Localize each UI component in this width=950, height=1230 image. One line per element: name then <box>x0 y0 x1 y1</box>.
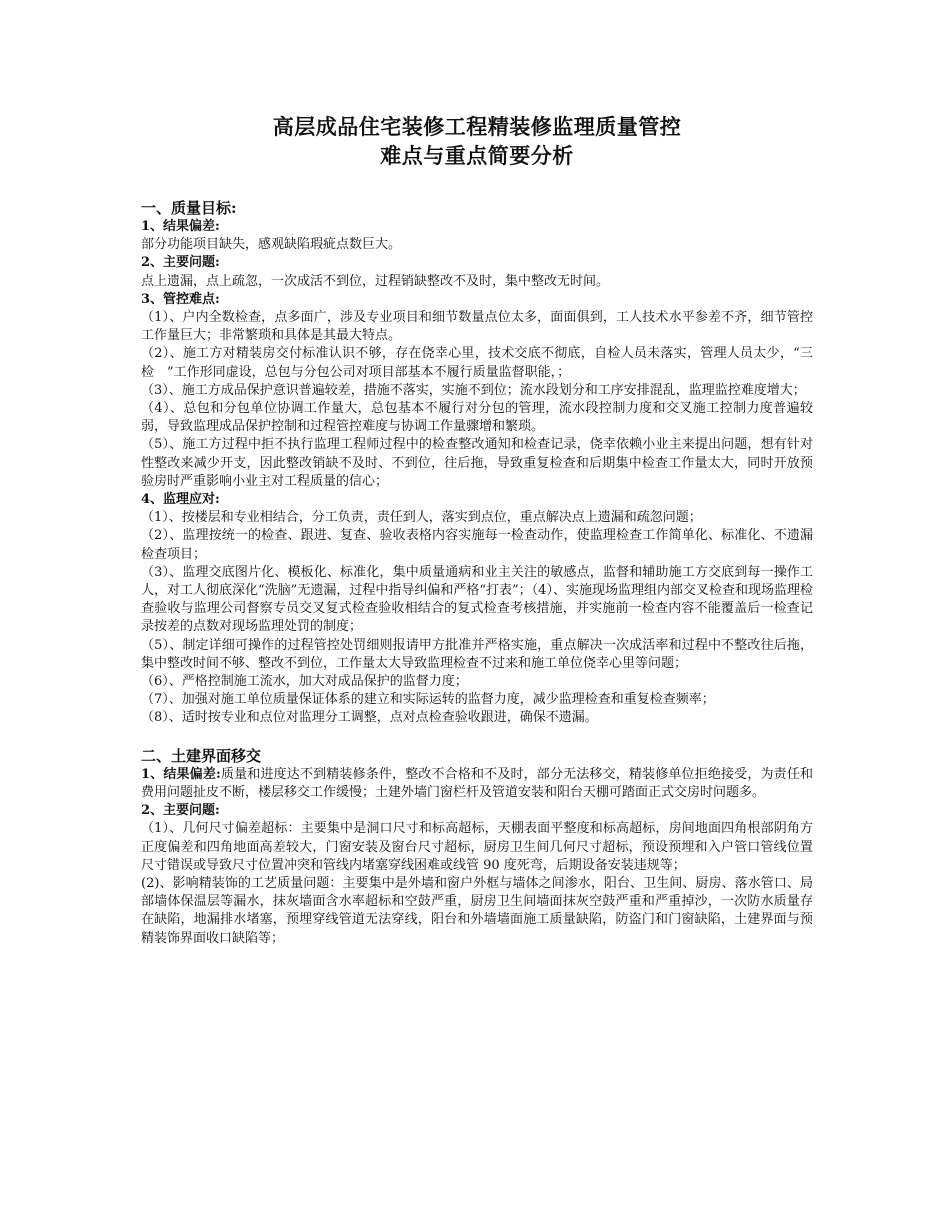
section-2-main-problems-heading: 2、主要问题: <box>141 803 220 819</box>
section-1-main-problems-text: 点上遗漏，点上疏忽，一次成活不到位，过程销缺整改不及时，集中整改无时间。 <box>141 273 610 289</box>
section-1-heading: 一、质量目标: <box>141 199 237 217</box>
difficulty-item: （5）、施工方过程中拒不执行监理工程师过程中的检查整改通知和检查记录，侥幸依赖小业主来提出问题，想有针对性整改来减少开支，因此整改销缺不及时、不到位，往后拖，导致重复检查和后期集中检查工作量太大，同时开放预验房时严重影响小业主对工程质量的信心； <box>141 437 813 489</box>
response-item: （3）、监理交底图片化、模板化、标准化，集中质量通病和业主关注的敏感点，监督和辅助施工方交底到每一操作工人，对工人彻底深化“洗脑”无遗漏，过程中指导纠偏和严格“打表”；（4）、实施现场监理组内部交叉检查和现场监理检查验收与监理公司督察专员交叉复式检查验收相结合的复式检查考核措施，并实施前一检查内容不能覆盖后一检查记录按差的点数对现场监理处罚的制度； <box>141 564 813 635</box>
response-item: （7）、加强对施工单位质量保证体系的建立和实际运转的监督力度，减少监理检查和重复检查频率； <box>141 692 715 708</box>
section-quality-goal <box>141 198 813 728</box>
section-2-result-deviation <box>141 766 813 802</box>
section-2-result-deviation-heading: 1、结果偏差: <box>141 766 221 782</box>
problem-item: (2)、影响精装饰的工艺质量问题：主要集中是外墙和窗户外框与墙体之间渗水，阳台、卫生间、厨房、落水管口、局部墙体保温层等漏水，抹灰墙面含水率超标和空鼓严重，厨房卫生间墙面抹灰空鼓严重和严重掉沙，一次防水质量存在缺陷，地漏排水堵塞，预埋穿线管道无法穿线，阳台和外墙墙面施工质量缺陷，防盗门和门窗缺陷，土建界面与预精装饰界面收口缺陷等； <box>141 875 813 946</box>
response-item: （6）、严格控制施工流水，加大对成品保护的监督力度； <box>141 674 468 690</box>
section-2-result-deviation-text: 质量和进度达不到精装修条件，整改不合格和不及时，部分无法移交，精装修单位拒绝接受，为责任和费用问题扯皮不断，楼层移交工作缓慢；土建外墙门窗栏杆及管道安装和阳台天棚可踏面正式交房时问题多。 <box>141 766 813 800</box>
difficulty-item: （3）、施工方成品保护意识普遍较差，措施不落实，实施不到位；流水段划分和工序安排混乱，监理监控难度增大； <box>141 382 806 398</box>
document-page <box>141 112 813 948</box>
document-title <box>141 112 813 170</box>
section-1-main-problems-heading: 2、主要问题: <box>141 255 220 271</box>
difficulty-item: （2）、施工方对精装房交付标准认识不够，存在侥幸心里，技术交底不彻底，自检人员未落实，管理人员太少，“三检 ”工作形同虚设，总包与分包公司对项目部基本不履行质量监督职能，； <box>141 346 813 380</box>
title-line-2: 难点与重点简要分析 <box>380 143 574 168</box>
section-1-result-deviation-heading: 1、结果偏差: <box>141 219 220 234</box>
title-line-1: 高层成品住宅装修工程精装修监理质量管控 <box>272 114 682 139</box>
response-item: （8）、适时按专业和点位对监理分工调整，点对点检查验收跟进，确保不遗漏。 <box>141 710 598 726</box>
response-item: （5）、制定详细可操作的过程管控处罚细则报请甲方批准并严格实施，重点解决一次成活率和过程中不整改往后拖，集中整改时间不够、整改不到位，工作量太大导致监理检查不过来和施工单位侥幸心里等问题； <box>141 637 813 671</box>
response-item: （1）、按楼层和专业相结合，分工负责，责任到人，落实到点位，重点解决点上遗漏和疏忽问题； <box>141 510 702 526</box>
section-1-result-deviation-text: 部分功能项目缺失，感观缺陷瑕疵点数巨大。 <box>141 237 402 253</box>
difficulty-item: （1）、户内全数检查，点多面广，涉及专业项目和细节数量点位太多，面面俱到，工人技术水平参差不齐，细节管控工作量巨大；非常繁琐和具体是其最大特点。 <box>141 310 813 344</box>
problem-item: （1）、几何尺寸偏差超标：主要集中是洞口尺寸和标高超标，天棚表面平整度和标高超标，房间地面四角根部阴角方正度偏差和四角地面高差较大，门窗安装及窗台尺寸超标，厨房卫生间几何尺寸超标，预设预埋和入户管口管线位置尺寸错误或导致尺寸位置冲突和管线内堵塞穿线困难或线管 90 度死弯，后期设备安装违规等； <box>141 821 813 873</box>
section-2-heading: 二、土建界面移交 <box>141 746 262 765</box>
response-item: （2）、监理按统一的检查、跟进、复查、验收表格内容实施每一检查动作，使监理检查工作简单化、标准化、不遗漏检查项目； <box>141 528 813 562</box>
section-1-difficulties-heading: 3、管控难点: <box>141 291 220 307</box>
section-1-responses-heading: 4、监理应对: <box>141 492 220 508</box>
section-civil-interface-handover <box>141 746 813 948</box>
difficulty-item: （4）、总包和分包单位协调工作量大，总包基本不履行对分包的管理，流水段控制力度和交叉施工控制力度普遍较弱，导致监理成品保护控制和过程管控难度与协调工作量骤增和繁琐。 <box>141 401 813 435</box>
